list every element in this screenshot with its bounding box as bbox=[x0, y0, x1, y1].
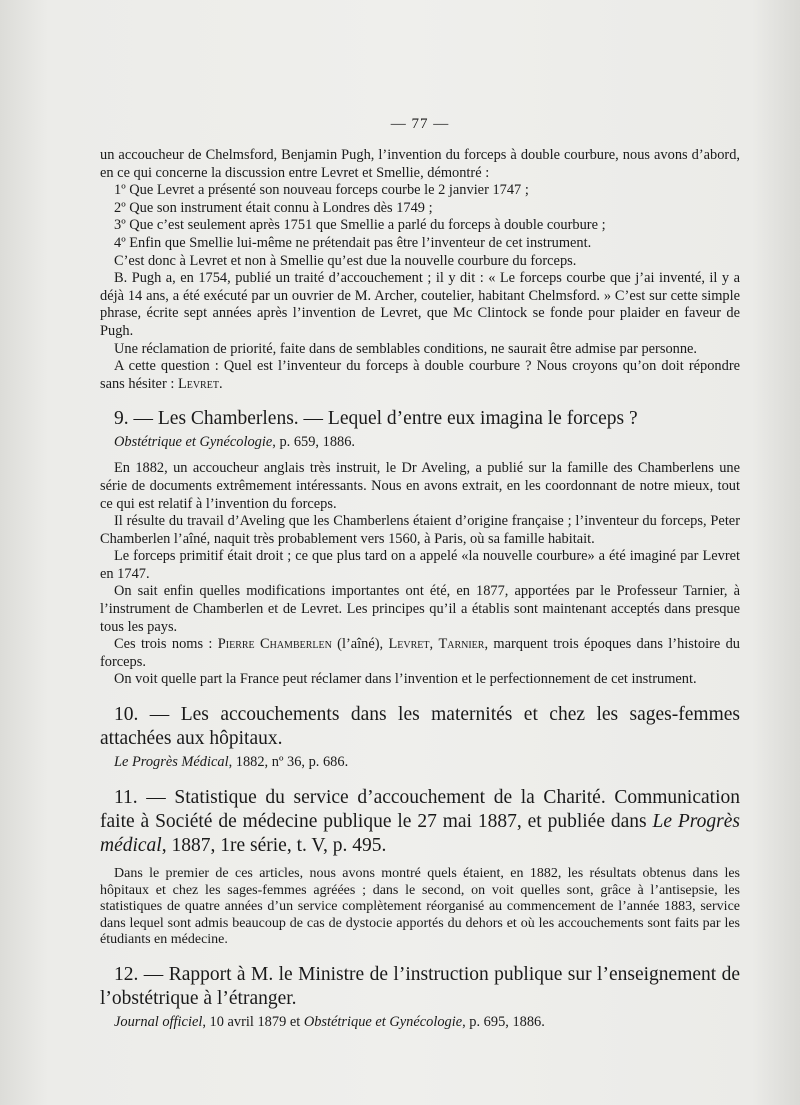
paragraph: En 1882, un accoucheur anglais très instruit, le Dr Aveling, a publié sur la famille des Chamberlens une série de documents extrêmement intéressants. Nous en avons extrait, en les coordonnant de notre mieux, tout ce qui est relatif à l’invention du forceps. bbox=[100, 460, 740, 512]
journal-title: Le Progrès médical bbox=[100, 811, 740, 857]
list-item: 3º Que c’est seulement après 1751 que Smellie a parlé du forceps à double courbure ; bbox=[114, 217, 606, 234]
paragraph: B. Pugh a, en 1754, publié un traité d’accouchement ; il y dit : « Le forceps courbe que j’ai inventé, il y a déjà 14 ans, a été exécuté par un ouvrier de M. Archer, coutelier, habitant Chelmsford. » C’est sur cette simple phrase, écrite sept années après l’invention de Levret, que Mc Clintock se fonde pour plaider en faveur de Pugh. bbox=[100, 270, 740, 339]
list-item: 1º Que Levret a présenté son nouveau forceps courbe le 2 janvier 1747 ; bbox=[114, 182, 529, 199]
section-heading-10: 10. — Les accouchements dans les maternités et chez les sages-femmes attachées aux hôpitaux. bbox=[100, 704, 740, 750]
list-item: 4º Enfin que Smellie lui-même ne prétendait pas être l’inventeur de cet instrument. bbox=[114, 234, 592, 251]
intro-paragraph: un accoucheur de Chelmsford, Benjamin Pugh, l’invention du forceps à double courbure, nous avons d’abord, en ce qui concerne la discussion entre Levret et Smellie, démontré : bbox=[100, 147, 740, 181]
section-heading-9: 9. — Les Chamberlens. — Lequel d’entre eux imagina le forceps ? bbox=[114, 408, 638, 430]
section-11-body bbox=[100, 866, 740, 949]
page-content bbox=[100, 116, 740, 1032]
author-name: Tarnier bbox=[438, 636, 485, 653]
source-details: , p. 659, 1886. bbox=[272, 434, 355, 451]
paragraph: On sait enfin quelles modifications importantes ont été, en 1877, apportées par le Professeur Tarnier, à l’instrument de Chamberlen et de Levret. Les principes qu’il a établis sont maintenant acceptés dans presque tous les pays. bbox=[100, 583, 740, 635]
heading-text: 11. — Statistique du service d’accouchement de la Charité. Communication faite à Société de médecine publique le 27 mai 1887, et publiée dans bbox=[100, 787, 740, 833]
heading-text: , 1887, 1re série, t. V, p. 495. bbox=[161, 835, 387, 857]
paragraph-text: , bbox=[429, 636, 439, 653]
journal-title: Obstétrique et Gynécologie bbox=[114, 434, 273, 451]
paragraph: Dans le premier de ces articles, nous avons montré quels étaient, en 1882, les résultats obtenus dans les hôpitaux et chez les sages-femmes agréées ; dans le second, on voit quelles sont, grâce à l’antisepsie, les statistiques de quatre années d’un service complètement réorganisé au commencement de l’année 1883, service dans lequel sont admis beaucoup de cas de dystocie apportés du dehors et où les accouchements sont faits par les étudiants en médecine. bbox=[100, 866, 740, 948]
section-heading-11 bbox=[100, 786, 740, 858]
paragraph: Une réclamation de priorité, faite dans de semblables conditions, ne saurait être admise par personne. bbox=[114, 340, 698, 357]
paragraph: Il résulte du travail d’Aveling que les Chamberlens étaient d’origine française ; l’inventeur du forceps, Peter Chamberlen l’aîné, naquit très probablement vers 1560, à Paris, où sa famille habitait. bbox=[100, 513, 740, 547]
author-name: Levret bbox=[388, 636, 430, 653]
paragraph: C’est donc à Levret et non à Smellie qu’est due la nouvelle courbure du forceps. bbox=[114, 252, 577, 269]
source-details: , 10 avril 1879 et bbox=[202, 1014, 304, 1030]
paragraph bbox=[100, 358, 740, 393]
paragraph-text: , marquent trois époques dans l’histoire du forceps. bbox=[100, 636, 740, 670]
section-heading-12: 12. — Rapport à M. le Ministre de l’instruction publique sur l’enseignement de l’obstétrique à l’étranger. bbox=[100, 964, 740, 1009]
paragraph: On voit quelle part la France peut réclamer dans l’invention et le perfectionnement de cet instrument. bbox=[114, 671, 697, 688]
paragraph-text: Ces trois noms : bbox=[114, 636, 218, 653]
author-name: Pierre Chamberlen bbox=[217, 636, 332, 653]
section-source bbox=[114, 433, 740, 452]
section-source bbox=[114, 1013, 740, 1032]
source-details: , 1882, nº 36, p. 686. bbox=[228, 754, 349, 771]
section-source bbox=[114, 753, 740, 772]
page-number: — 77 — bbox=[390, 116, 450, 132]
journal-title: Le Progrès Médical bbox=[114, 754, 229, 771]
author-name: Levret. bbox=[177, 375, 223, 392]
journal-title: Obstétrique et Gynécologie bbox=[303, 1014, 463, 1030]
paragraph-text: A cette question : Quel est l’inventeur du forceps à double courbure ? Nous croyons qu’on doit répondre sans hésiter : bbox=[100, 358, 740, 392]
paragraph bbox=[100, 636, 740, 671]
paragraph-text: (l’aîné), bbox=[331, 636, 389, 653]
journal-title: Journal officiel bbox=[114, 1014, 203, 1030]
list-item: 2º Que son instrument était connu à Londres dès 1749 ; bbox=[114, 199, 433, 216]
paragraph: Le forceps primitif était droit ; ce que plus tard on a appelé «la nouvelle courbure» a été imaginé par Levret en 1747. bbox=[100, 548, 740, 582]
source-details: , p. 695, 1886. bbox=[462, 1014, 545, 1030]
